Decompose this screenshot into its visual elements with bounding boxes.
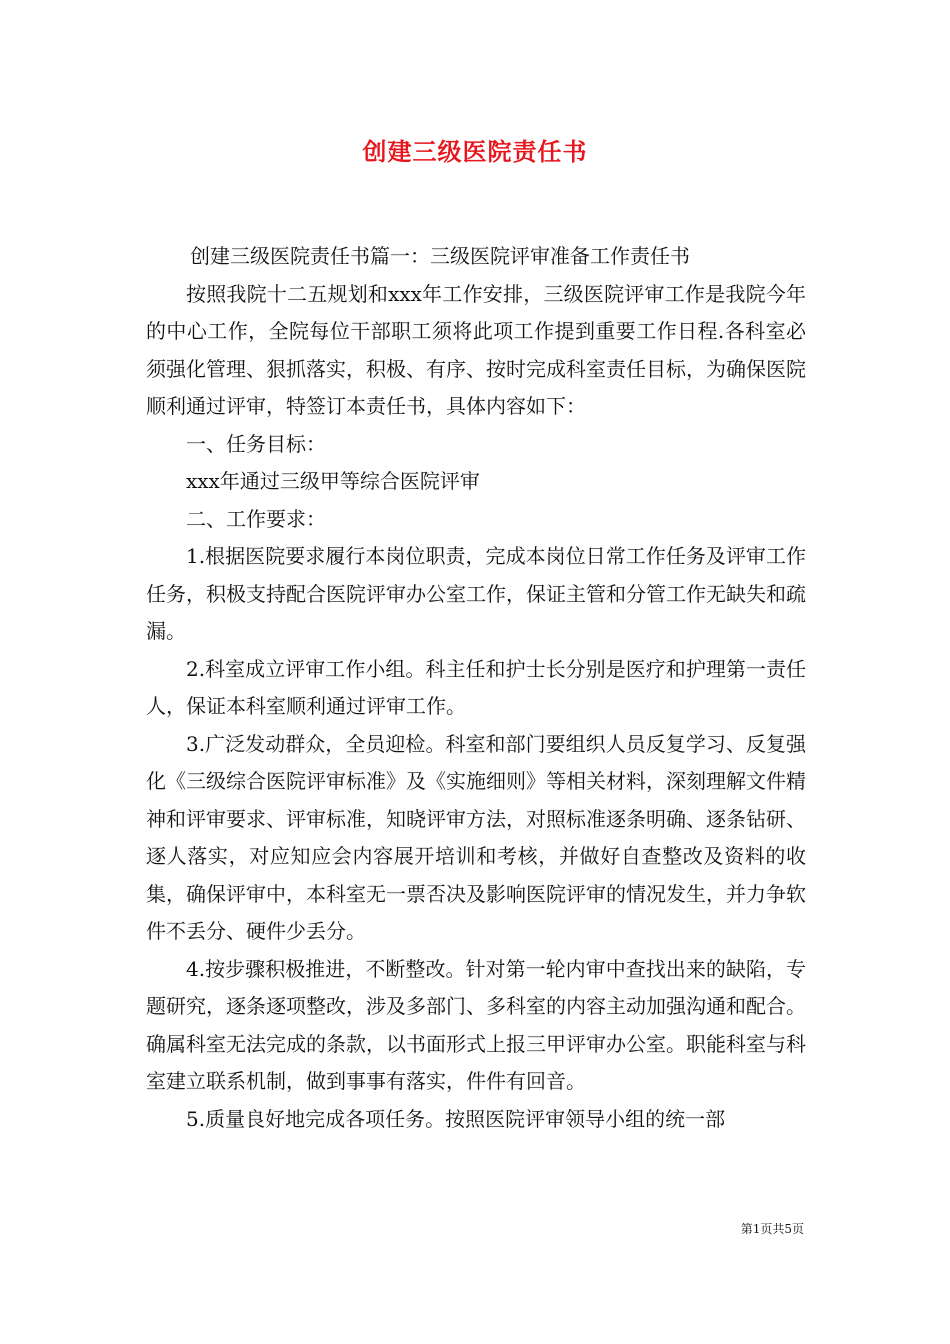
paragraph-task-goal: xxx年通过三级甲等综合医院评审 [186, 469, 480, 493]
paragraph-item-4: 4.按步骤积极推进，不断整改。针对第一轮内审中查找出来的缺陷，专题研究，逐条逐项整改，涉及多部门、多科室的内容主动加强沟通和配合。确属科室无法完成的条款，以书面形式上报三甲评审办公室。职能科室与科室建立联系机制，做到事事有落实，件件有回音。 [146, 956, 806, 1093]
page-number-footer: 第1页共5页 [740, 1222, 804, 1236]
document-title: 创建三级医院责任书 [362, 137, 588, 166]
heading-task-goal: 一、任务目标： [186, 431, 326, 456]
document-body [146, 238, 806, 1138]
heading-work-requirements: 二、工作要求： [186, 506, 326, 531]
paragraph-subtitle: 创建三级医院责任书篇一：三级医院评审准备工作责任书 [190, 244, 690, 268]
paragraph-item-1: 1.根据医院要求履行本岗位职责，完成本岗位日常工作任务及评审工作任务，积极支持配合医院评审办公室工作，保证主管和分管工作无缺失和疏漏。 [146, 544, 806, 643]
paragraph-intro: 按照我院十二五规划和xxx年工作安排，三级医院评审工作是我院今年的中心工作，全院每位干部职工须将此项工作提到重要工作日程.各科室必须强化管理、狠抓落实，积极、有序、按时完成科室责任目标，为确保医院顺利通过评审，特签订本责任书，具体内容如下： [146, 281, 806, 418]
paragraph-item-3: 3.广泛发动群众，全员迎检。科室和部门要组织人员反复学习、反复强化《三级综合医院评审标准》及《实施细则》等相关材料，深刻理解文件精神和评审要求、评审标准，知晓评审方法，对照标准逐条明确、逐条钻研、逐人落实，对应知应会内容展开培训和考核，并做好自查整改及资料的收集，确保评审中，本科室无一票否决及影响医院评审的情况发生，并力争软件不丢分、硬件少丢分。 [146, 731, 806, 943]
paragraph-item-2: 2.科室成立评审工作小组。科主任和护士长分别是医疗和护理第一责任人，保证本科室顺利通过评审工作。 [146, 656, 806, 718]
paragraph-item-5: 5.质量良好地完成各项任务。按照医院评审领导小组的统一部 [186, 1106, 726, 1131]
